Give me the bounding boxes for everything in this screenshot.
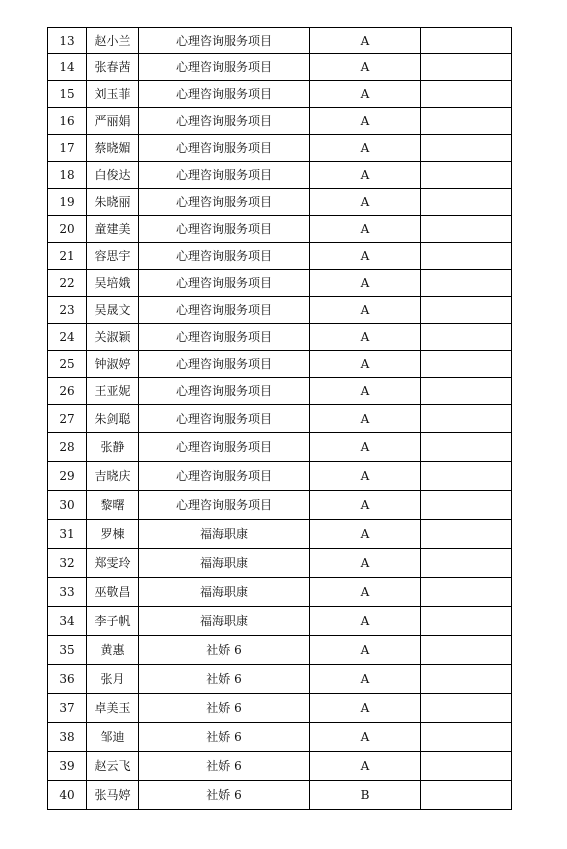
grade-cell: A bbox=[310, 378, 421, 405]
table-row bbox=[48, 520, 512, 549]
unit-name-cell: 心理咨询服务项目 bbox=[139, 324, 310, 351]
table-row bbox=[48, 54, 512, 81]
grade-cell: A bbox=[310, 108, 421, 135]
person-name-cell: 卓美玉 bbox=[87, 694, 139, 723]
note-cell bbox=[421, 297, 512, 324]
table-row bbox=[48, 578, 512, 607]
grade-cell: A bbox=[310, 351, 421, 378]
table-row bbox=[48, 781, 512, 810]
note-cell bbox=[421, 520, 512, 549]
table-row bbox=[48, 752, 512, 781]
person-name-cell: 张春茜 bbox=[87, 54, 139, 81]
grade-cell: A bbox=[310, 723, 421, 752]
table-row bbox=[48, 405, 512, 433]
person-name-cell: 郑雯玲 bbox=[87, 549, 139, 578]
table-row bbox=[48, 28, 512, 54]
row-number-cell: 19 bbox=[48, 189, 87, 216]
row-number-cell: 26 bbox=[48, 378, 87, 405]
row-number-cell: 33 bbox=[48, 578, 87, 607]
unit-name-cell: 心理咨询服务项目 bbox=[139, 189, 310, 216]
table-row bbox=[48, 723, 512, 752]
unit-name-cell: 社娇 6 bbox=[139, 694, 310, 723]
person-name-cell: 赵小兰 bbox=[87, 28, 139, 54]
row-number-cell: 34 bbox=[48, 607, 87, 636]
note-cell bbox=[421, 378, 512, 405]
note-cell bbox=[421, 694, 512, 723]
table-row bbox=[48, 270, 512, 297]
person-name-cell: 邹迪 bbox=[87, 723, 139, 752]
unit-name-cell: 心理咨询服务项目 bbox=[139, 462, 310, 491]
unit-name-cell: 社娇 6 bbox=[139, 665, 310, 694]
grade-cell: A bbox=[310, 607, 421, 636]
row-number-cell: 14 bbox=[48, 54, 87, 81]
table-row bbox=[48, 108, 512, 135]
note-cell bbox=[421, 216, 512, 243]
grade-cell: A bbox=[310, 54, 421, 81]
unit-name-cell: 福海职康 bbox=[139, 607, 310, 636]
roster-table-container bbox=[47, 27, 512, 810]
grade-cell: A bbox=[310, 636, 421, 665]
table-row bbox=[48, 351, 512, 378]
table-row bbox=[48, 162, 512, 189]
unit-name-cell: 福海职康 bbox=[139, 520, 310, 549]
grade-cell: A bbox=[310, 462, 421, 491]
person-name-cell: 严丽娟 bbox=[87, 108, 139, 135]
unit-name-cell: 心理咨询服务项目 bbox=[139, 243, 310, 270]
note-cell bbox=[421, 351, 512, 378]
table-row bbox=[48, 665, 512, 694]
person-name-cell: 张静 bbox=[87, 433, 139, 462]
note-cell bbox=[421, 723, 512, 752]
table-row bbox=[48, 243, 512, 270]
unit-name-cell: 心理咨询服务项目 bbox=[139, 54, 310, 81]
note-cell bbox=[421, 243, 512, 270]
row-number-cell: 35 bbox=[48, 636, 87, 665]
unit-name-cell: 社娇 6 bbox=[139, 781, 310, 810]
row-number-cell: 21 bbox=[48, 243, 87, 270]
person-name-cell: 巫敬昌 bbox=[87, 578, 139, 607]
table-row bbox=[48, 607, 512, 636]
row-number-cell: 22 bbox=[48, 270, 87, 297]
table-row bbox=[48, 462, 512, 491]
person-name-cell: 黎曙 bbox=[87, 491, 139, 520]
unit-name-cell: 福海职康 bbox=[139, 578, 310, 607]
row-number-cell: 37 bbox=[48, 694, 87, 723]
table-row bbox=[48, 216, 512, 243]
row-number-cell: 32 bbox=[48, 549, 87, 578]
note-cell bbox=[421, 81, 512, 108]
grade-cell: A bbox=[310, 549, 421, 578]
grade-cell: A bbox=[310, 135, 421, 162]
person-name-cell: 关淑颖 bbox=[87, 324, 139, 351]
note-cell bbox=[421, 636, 512, 665]
unit-name-cell: 社娇 6 bbox=[139, 723, 310, 752]
row-number-cell: 40 bbox=[48, 781, 87, 810]
row-number-cell: 36 bbox=[48, 665, 87, 694]
grade-cell: B bbox=[310, 781, 421, 810]
person-name-cell: 吴培娥 bbox=[87, 270, 139, 297]
person-name-cell: 张马婷 bbox=[87, 781, 139, 810]
row-number-cell: 25 bbox=[48, 351, 87, 378]
note-cell bbox=[421, 135, 512, 162]
grade-cell: A bbox=[310, 162, 421, 189]
grade-cell: A bbox=[310, 270, 421, 297]
note-cell bbox=[421, 270, 512, 297]
note-cell bbox=[421, 781, 512, 810]
row-number-cell: 23 bbox=[48, 297, 87, 324]
note-cell bbox=[421, 28, 512, 54]
table-row bbox=[48, 135, 512, 162]
table-row bbox=[48, 81, 512, 108]
note-cell bbox=[421, 578, 512, 607]
row-number-cell: 38 bbox=[48, 723, 87, 752]
note-cell bbox=[421, 162, 512, 189]
unit-name-cell: 心理咨询服务项目 bbox=[139, 162, 310, 189]
person-name-cell: 朱晓丽 bbox=[87, 189, 139, 216]
row-number-cell: 17 bbox=[48, 135, 87, 162]
unit-name-cell: 心理咨询服务项目 bbox=[139, 216, 310, 243]
table-row bbox=[48, 378, 512, 405]
grade-cell: A bbox=[310, 189, 421, 216]
person-name-cell: 童建美 bbox=[87, 216, 139, 243]
grade-cell: A bbox=[310, 297, 421, 324]
person-name-cell: 蔡晓媚 bbox=[87, 135, 139, 162]
grade-cell: A bbox=[310, 216, 421, 243]
person-name-cell: 李子帆 bbox=[87, 607, 139, 636]
person-name-cell: 朱剑聪 bbox=[87, 405, 139, 433]
note-cell bbox=[421, 54, 512, 81]
unit-name-cell: 心理咨询服务项目 bbox=[139, 433, 310, 462]
row-number-cell: 30 bbox=[48, 491, 87, 520]
unit-name-cell: 心理咨询服务项目 bbox=[139, 491, 310, 520]
unit-name-cell: 心理咨询服务项目 bbox=[139, 351, 310, 378]
table-row bbox=[48, 636, 512, 665]
person-name-cell: 容思宇 bbox=[87, 243, 139, 270]
row-number-cell: 39 bbox=[48, 752, 87, 781]
table-row bbox=[48, 189, 512, 216]
grade-cell: A bbox=[310, 243, 421, 270]
note-cell bbox=[421, 433, 512, 462]
row-number-cell: 13 bbox=[48, 28, 87, 54]
grade-cell: A bbox=[310, 28, 421, 54]
note-cell bbox=[421, 607, 512, 636]
unit-name-cell: 心理咨询服务项目 bbox=[139, 378, 310, 405]
note-cell bbox=[421, 549, 512, 578]
row-number-cell: 18 bbox=[48, 162, 87, 189]
unit-name-cell: 心理咨询服务项目 bbox=[139, 28, 310, 54]
roster-table bbox=[47, 27, 512, 810]
grade-cell: A bbox=[310, 520, 421, 549]
row-number-cell: 20 bbox=[48, 216, 87, 243]
note-cell bbox=[421, 665, 512, 694]
note-cell bbox=[421, 189, 512, 216]
table-row bbox=[48, 433, 512, 462]
person-name-cell: 吉晓庆 bbox=[87, 462, 139, 491]
row-number-cell: 31 bbox=[48, 520, 87, 549]
grade-cell: A bbox=[310, 324, 421, 351]
grade-cell: A bbox=[310, 81, 421, 108]
table-row bbox=[48, 491, 512, 520]
note-cell bbox=[421, 405, 512, 433]
unit-name-cell: 心理咨询服务项目 bbox=[139, 270, 310, 297]
note-cell bbox=[421, 462, 512, 491]
note-cell bbox=[421, 108, 512, 135]
roster-table-body bbox=[48, 28, 512, 810]
grade-cell: A bbox=[310, 752, 421, 781]
row-number-cell: 29 bbox=[48, 462, 87, 491]
unit-name-cell: 福海职康 bbox=[139, 549, 310, 578]
grade-cell: A bbox=[310, 433, 421, 462]
note-cell bbox=[421, 491, 512, 520]
row-number-cell: 27 bbox=[48, 405, 87, 433]
person-name-cell: 赵云飞 bbox=[87, 752, 139, 781]
unit-name-cell: 心理咨询服务项目 bbox=[139, 405, 310, 433]
grade-cell: A bbox=[310, 491, 421, 520]
person-name-cell: 刘玉菲 bbox=[87, 81, 139, 108]
grade-cell: A bbox=[310, 578, 421, 607]
person-name-cell: 张月 bbox=[87, 665, 139, 694]
person-name-cell: 罗棟 bbox=[87, 520, 139, 549]
unit-name-cell: 心理咨询服务项目 bbox=[139, 135, 310, 162]
note-cell bbox=[421, 752, 512, 781]
person-name-cell: 王亚妮 bbox=[87, 378, 139, 405]
table-row bbox=[48, 694, 512, 723]
person-name-cell: 白俊达 bbox=[87, 162, 139, 189]
unit-name-cell: 社娇 6 bbox=[139, 752, 310, 781]
table-row bbox=[48, 324, 512, 351]
row-number-cell: 28 bbox=[48, 433, 87, 462]
grade-cell: A bbox=[310, 694, 421, 723]
grade-cell: A bbox=[310, 665, 421, 694]
person-name-cell: 钟淑婷 bbox=[87, 351, 139, 378]
grade-cell: A bbox=[310, 405, 421, 433]
unit-name-cell: 社娇 6 bbox=[139, 636, 310, 665]
unit-name-cell: 心理咨询服务项目 bbox=[139, 297, 310, 324]
note-cell bbox=[421, 324, 512, 351]
unit-name-cell: 心理咨询服务项目 bbox=[139, 81, 310, 108]
person-name-cell: 黄惠 bbox=[87, 636, 139, 665]
person-name-cell: 吴晟文 bbox=[87, 297, 139, 324]
unit-name-cell: 心理咨询服务项目 bbox=[139, 108, 310, 135]
row-number-cell: 24 bbox=[48, 324, 87, 351]
table-row bbox=[48, 297, 512, 324]
table-row bbox=[48, 549, 512, 578]
row-number-cell: 16 bbox=[48, 108, 87, 135]
row-number-cell: 15 bbox=[48, 81, 87, 108]
